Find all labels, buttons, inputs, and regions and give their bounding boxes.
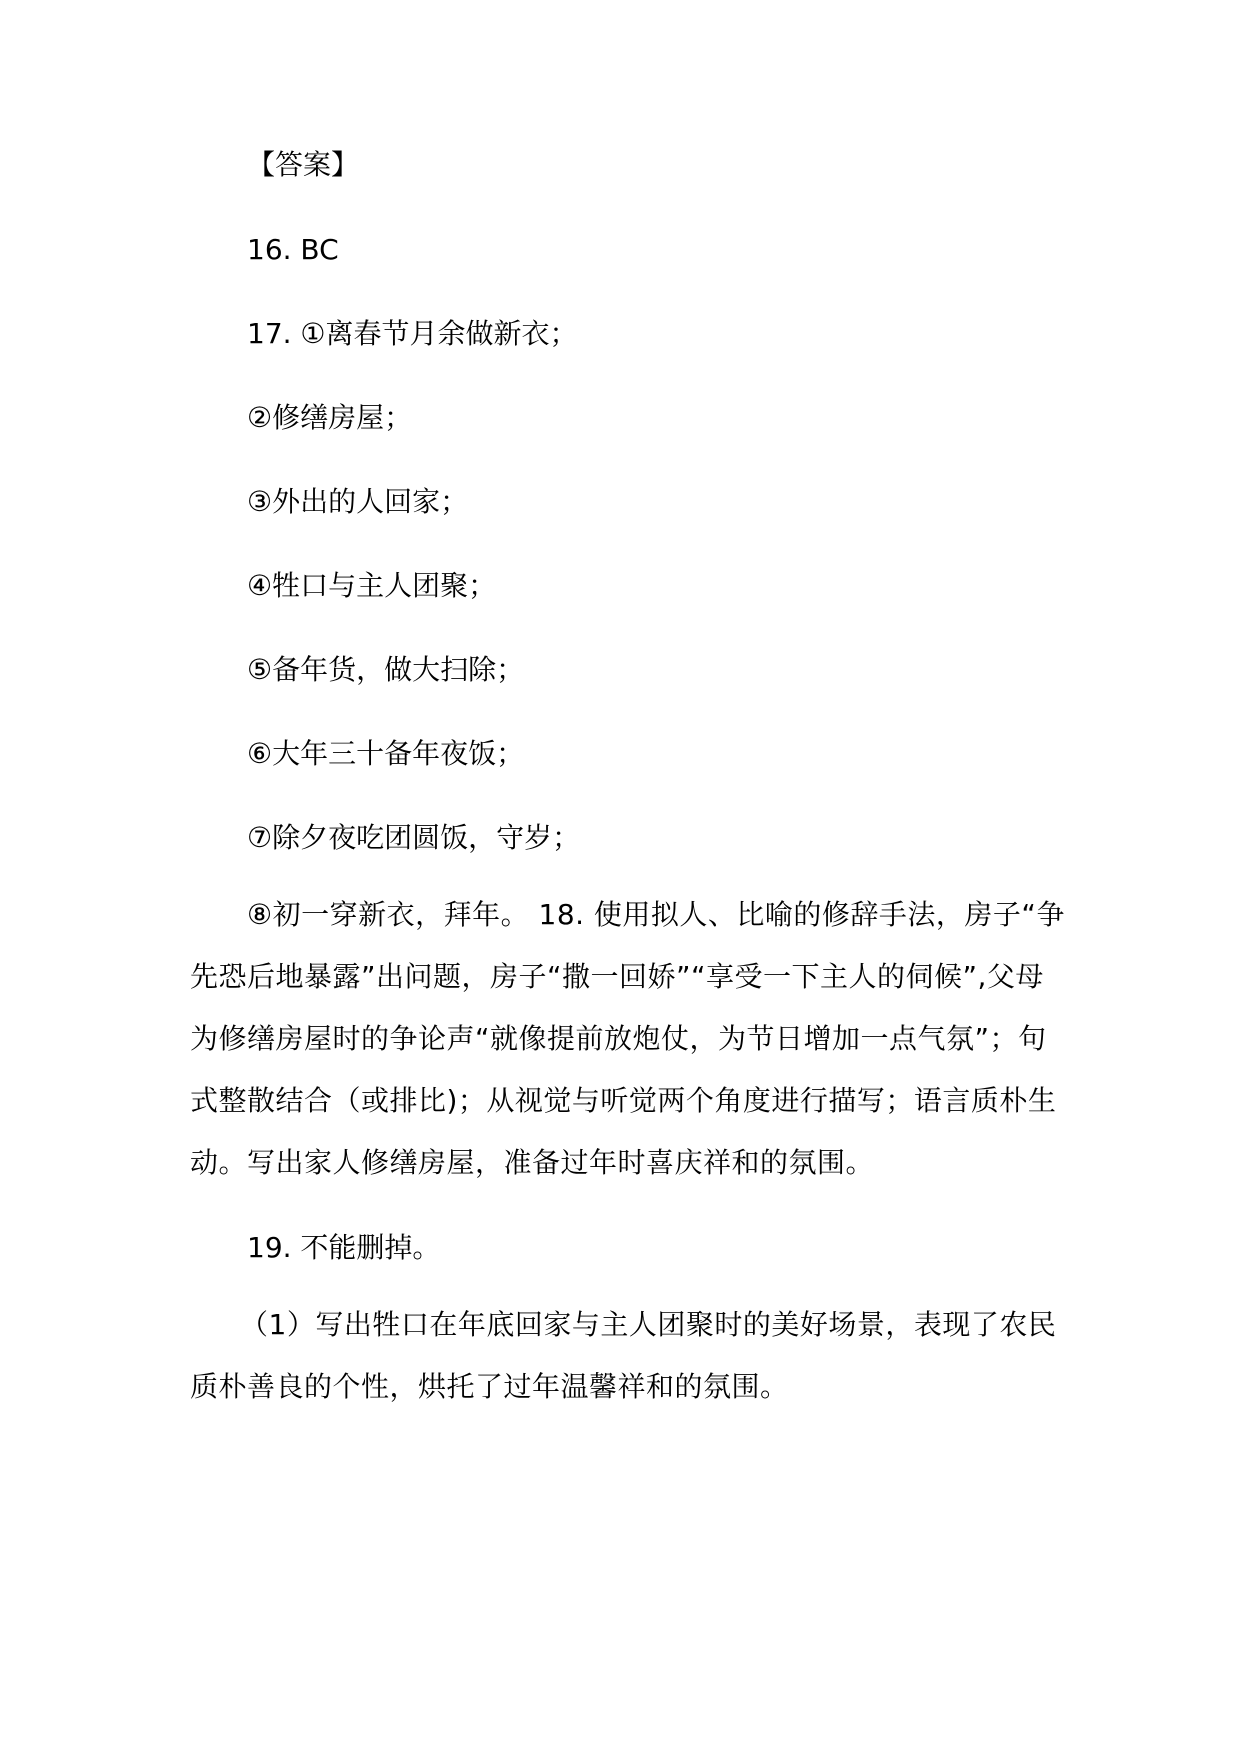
answer-17-item-3: ③外出的人回家； — [247, 485, 469, 518]
answer-17-item-2: ②修缮房屋； — [247, 401, 413, 434]
answer-17-item-7: ⑦除夕夜吃团圆饭，守岁； — [247, 821, 581, 854]
answer-19-head: 19. 不能删掉。 — [247, 1231, 441, 1264]
answer-17-item-4: ④牲口与主人团聚； — [247, 569, 497, 602]
answer-17-item-6: ⑥大年三十备年夜饭； — [247, 737, 525, 770]
answer-heading: 【答案】 — [247, 148, 360, 181]
answer-19-point-1: （1）写出牲口在年底回家与主人团聚时的美好场景，表现了农民质朴善良的个性，烘托了过年温馨祥和的氛围。 — [190, 1308, 1057, 1403]
answer-17-item-5: ⑤备年货，做大扫除； — [247, 653, 525, 686]
answer-17-item-1: 17. ①离春节月余做新衣； — [247, 317, 578, 350]
answer-16: 16. BC — [247, 233, 339, 266]
answer-17-item-8-and-answer-18: ⑧初一穿新衣，拜年。 18. 使用拟人、比喻的修辞手法，房子“争先恐后地暴露”出问题，房子“撒一回娇”“享受一下主人的伺候”,父母为修缮房屋时的争论声“就像提前放炮仗，为节日增加一点气氛”；句式整散结合（或排比)；从视觉与听觉两个角度进行描写；语言质朴生动。写出家人修缮房屋，准备过年时喜庆祥和的氛围。 — [190, 898, 1065, 1179]
